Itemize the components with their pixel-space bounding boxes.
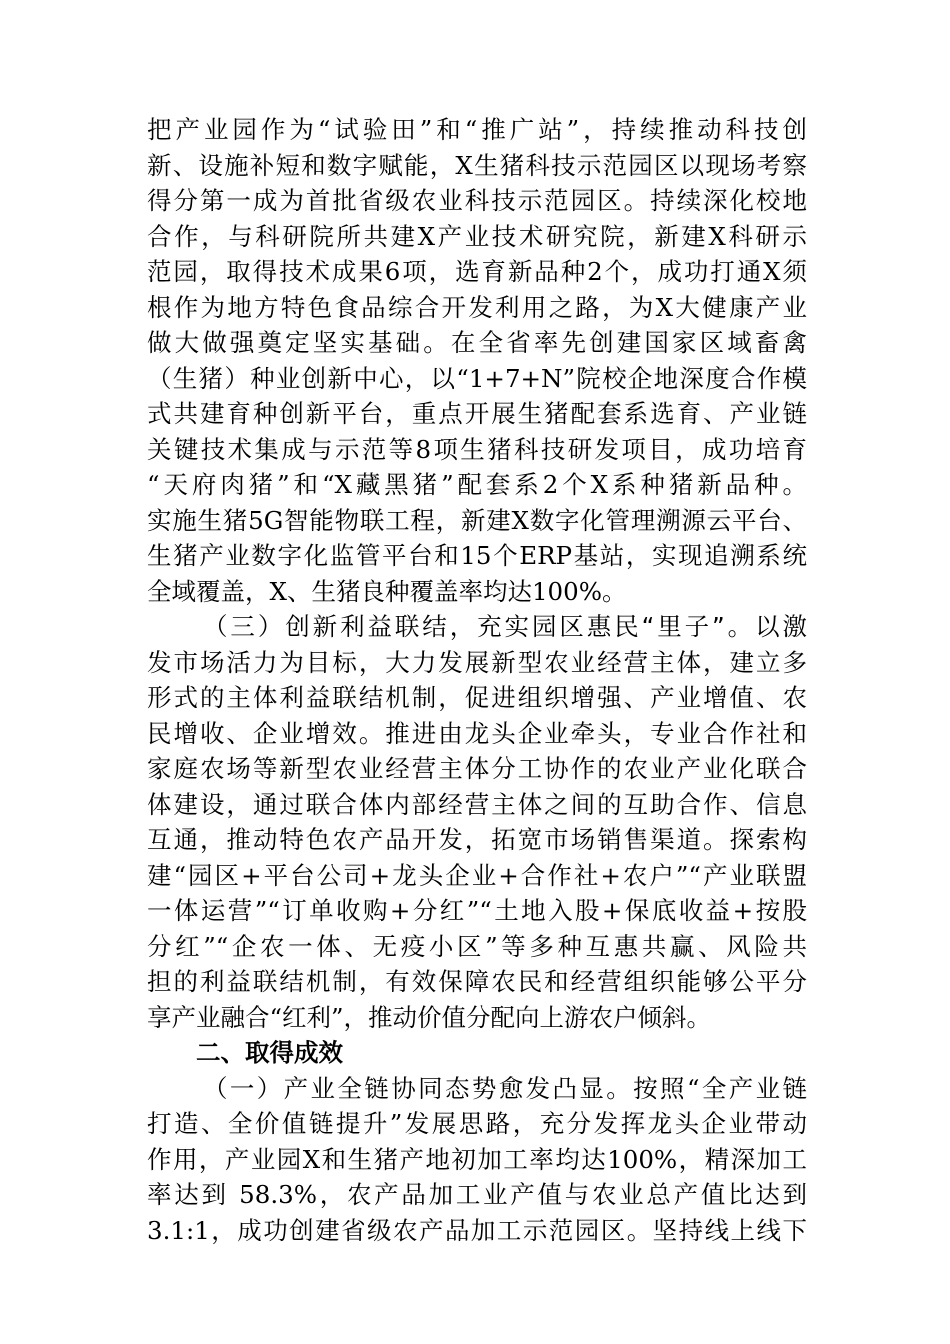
text-line: 发市场活力为目标，大力发展新型农业经营主体，建立多 [147,647,807,677]
text-line: 一体运营”“订单收购+分红”“土地入股+保底收益+按股 [147,896,807,925]
text-line: 根作为地方特色食品综合开发利用之路，为X大健康产业 [147,292,807,322]
paragraph-tech-innovation [147,112,807,609]
text-line: 形式的主体利益联结机制，促进组织增强、产业增值、农 [147,683,807,712]
document-body [147,112,807,1248]
text-line: 得分第一成为首批省级农业科技示范园区。持续深化校地 [147,186,807,215]
text-line: 家庭农场等新型农业经营主体分工协作的农业产业化联合 [147,754,807,783]
paragraph-first-line-rest: 以激 [755,612,808,641]
text-line: 体建设，通过联合体内部经营主体之间的互助合作、信息 [147,789,807,819]
text-line: 新、设施补短和数字赋能，X生猪科技示范园区以现场考察 [147,150,807,180]
paragraph-lead-sentence: （一）产业全链协同态势愈发凸显。 [203,1073,634,1103]
text-line: 作用，产业园X和生猪产地初加工率均达100%，精深加工 [147,1144,807,1174]
paragraph-first-line [147,609,807,645]
text-line: 式共建育种创新平台，重点开展生猪配套系选育、产业链 [147,399,807,428]
paragraph-first-line [147,1071,807,1107]
text-line: （生猪）种业创新中心，以“1+7+N”院校企地深度合作模 [147,363,807,393]
text-line: 实施生猪5G智能物联工程，新建X数字化管理溯源云平台、 [147,505,807,535]
text-line: 互通，推动特色农产品开发，拓宽市场销售渠道。探索构 [147,825,807,854]
text-line: 民增收、企业增效。推进由龙头企业牵头，专业合作社和 [147,718,807,748]
section-heading: 二、取得成效 [196,1038,343,1067]
text-line: “天府肉猪”和“X藏黑猪”配套系2个X系种猪新品种。 [147,470,807,499]
text-line: 享产业融合“红利”，推动价值分配向上游农户倾斜。 [147,1002,712,1032]
text-line: 把产业园作为“试验田”和“推广站”，持续推动科技创 [147,115,807,144]
paragraph-benefit-linkage [147,609,807,1035]
paragraph-first-line-rest: 按照“全产业链 [633,1073,808,1103]
text-line: 分红”“企农一体、无疫小区”等多种互惠共赢、风险共 [147,931,807,961]
text-line: 关键技术集成与示范等8项生猪科技研发项目，成功培育 [147,434,807,464]
paragraph-lead-sentence: （三）创新利益联结，充实园区惠民“里子”。 [203,612,756,641]
text-line: 担的利益联结机制，有效保障农民和经营组织能够公平分 [147,967,807,996]
text-line: 打造、全价值链提升”发展思路，充分发挥龙头企业带动 [147,1109,807,1138]
text-line: 建“园区+平台公司+龙头企业+合作社+农户”“产业联盟 [147,860,807,890]
text-line: 合作，与科研院所共建X产业技术研究院，新建X科研示 [147,221,807,251]
text-line: 做大做强奠定坚实基础。在全省率先创建国家区域畜禽 [147,328,807,357]
text-line: 生猪产业数字化监管平台和15个ERP基站，实现追溯系统 [147,541,807,570]
text-line: 全域覆盖，X、生猪良种覆盖率均达100%。 [147,576,627,606]
text-line: 3.1:1，成功创建省级农产品加工示范园区。坚持线上线下 [147,1215,807,1245]
text-line: 范园，取得技术成果6项，选育新品种2个，成功打通X须 [147,257,807,286]
text-line: 率达到 58.3%，农产品加工业产值与农业总产值比达到 [147,1180,807,1209]
paragraph-industry-chain [147,1071,807,1249]
